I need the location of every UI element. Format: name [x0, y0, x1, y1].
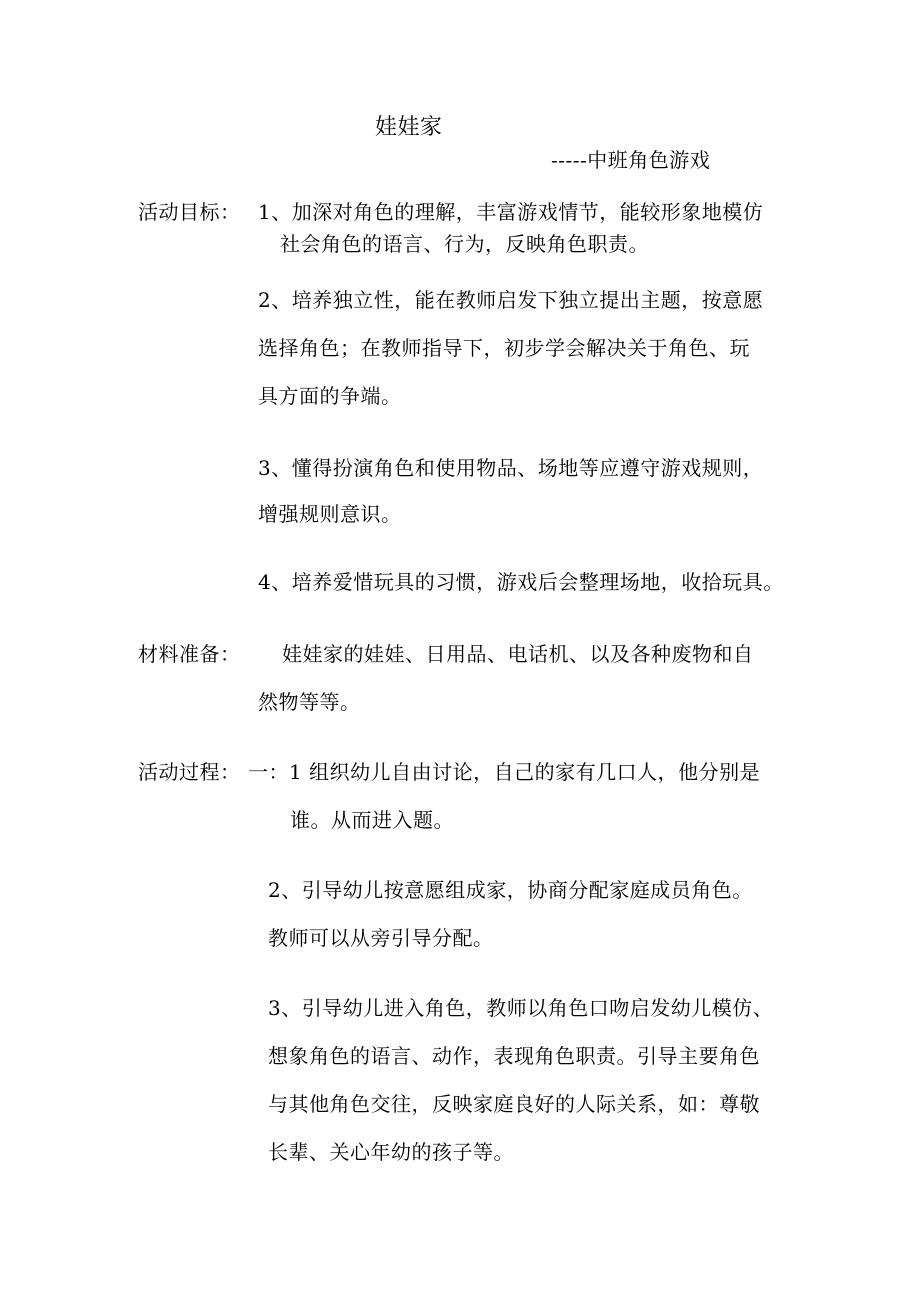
process-step-2-line-1: 2、引导幼儿按意愿组成家，协商分配家庭成员角色。: [268, 878, 753, 902]
goal-item-2-line-1: 2、培养独立性，能在教师启发下独立提出主题，按意愿: [258, 288, 764, 312]
document-title: 娃娃家: [375, 115, 443, 140]
materials-label: 材料准备：: [138, 642, 241, 666]
goal-item-3-line-2: 增强规则意识。: [258, 502, 402, 526]
process-step-1-line-1: 一：1 组织幼儿自由讨论，自己的家有几口人，他分别是: [248, 760, 761, 784]
process-step-3-line-3: 与其他角色交往，反映家庭良好的人际关系，如：尊敬: [268, 1092, 760, 1116]
goal-item-3-line-1: 3、懂得扮演角色和使用物品、场地等应遵守游戏规则，: [258, 456, 764, 480]
materials-line-2: 然物等等。: [258, 690, 361, 714]
process-step-2-line-2: 教师可以从旁引导分配。: [268, 926, 494, 950]
process-step-3-line-4: 长辈、关心年幼的孩子等。: [268, 1140, 514, 1164]
goal-item-4-line-1: 4、培养爱惜玩具的习惯，游戏后会整理场地，收拾玩具。: [258, 570, 784, 594]
process-step-1-line-2: 谁。从而进入题。: [290, 808, 454, 832]
process-step-3-line-2: 想象角色的语言、动作，表现角色职责。引导主要角色: [268, 1044, 760, 1068]
goal-item-2-line-3: 具方面的争端。: [258, 384, 402, 408]
process-label: 活动过程：: [138, 760, 241, 784]
process-step-3-line-1: 3、引导幼儿进入角色，教师以角色口吻启发幼儿模仿、: [268, 996, 774, 1020]
goal-item-2-line-2: 选择角色；在教师指导下，初步学会解决关于角色、玩: [258, 336, 750, 360]
goal-item-1-line-1: 1、加深对角色的理解，丰富游戏情节，能较形象地模仿: [258, 200, 764, 224]
goal-item-1-line-2: 社会角色的语言、行为，反映角色职责。: [280, 232, 649, 256]
document-subtitle: -----中班角色游戏: [551, 148, 711, 172]
goals-label: 活动目标：: [138, 200, 241, 224]
materials-line-1: 娃娃家的娃娃、日用品、电话机、以及各种废物和自: [282, 642, 754, 666]
